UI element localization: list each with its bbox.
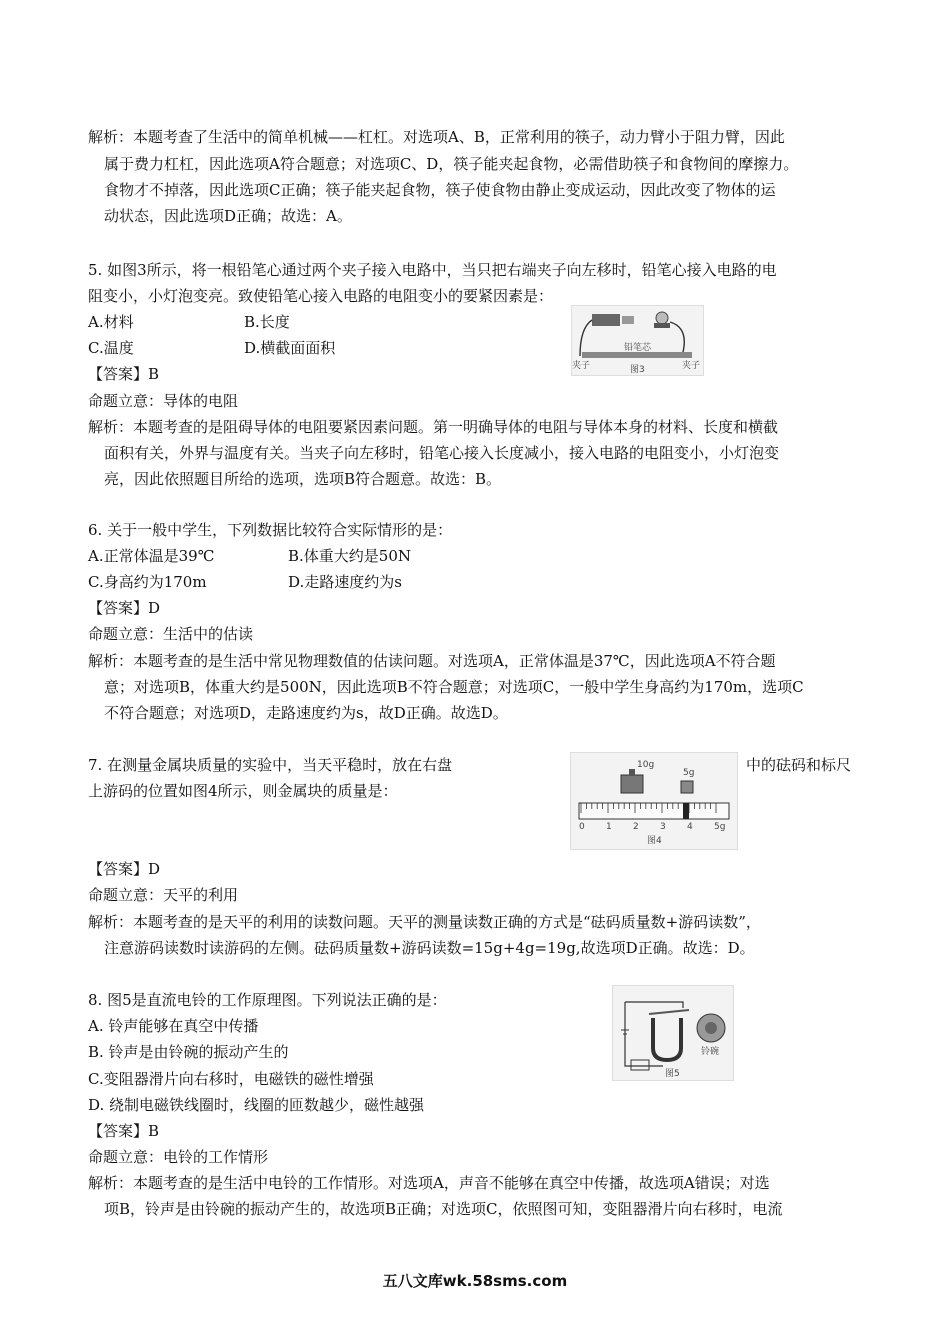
- q4-analysis-line-1: 解析：本题考查了生活中的简单机械——杠杠。对选项A、B，正常利用的筷子，动力臂小于阻力臂，因此: [88, 128, 785, 146]
- q6-option-d: D.走路速度约为s: [288, 573, 402, 591]
- q8-analysis-line-1: 解析：本题考查的是生活中电铃的工作情形。对选项A，声音不能够在真空中传播，故选项A错误；对选: [88, 1174, 770, 1192]
- q7-intent: 命题立意：天平的利用: [88, 886, 239, 904]
- q8-option-a: A. 铃声能够在真空中传播: [88, 1017, 259, 1035]
- electromagnet-icon: [653, 1018, 681, 1060]
- q4-analysis-line-2: 属于费力杠杠，因此选项A符合题意；对选项C、D，筷子能夹起食物，必需借助筷子和食物间的摩擦力。: [104, 155, 799, 173]
- q7-stem-part-2: 中的砝码和标尺: [746, 756, 852, 774]
- q8-analysis-line-2: 项B，铃声是由铃碗的振动产生的，故选项B正确；对选项C，依照图可知，变阻器滑片向右移时，电流: [104, 1200, 783, 1218]
- q8-option-d: D. 绕制电磁铁线圈时，线圈的匝数越少，磁性越强: [88, 1096, 425, 1114]
- rider-marker: [683, 803, 689, 819]
- q8-option-c: C.变阻器滑片向右移时，电磁铁的磁性增强: [88, 1070, 374, 1088]
- figure-5-electric-bell: [612, 985, 734, 1081]
- fig4-caption: 图4: [647, 836, 662, 846]
- q4-analysis-line-4: 动状态，因此选项D正确；故选：A。: [104, 207, 352, 225]
- q7-stem-line-2: 上游码的位置如图4所示，则金属块的质量是：: [88, 782, 398, 800]
- q5-analysis-line-2: 面积有关，外界与温度有关。当夹子向左移时，铅笔心接入长度减小，接入电路的电阻变小，小灯泡变: [104, 444, 780, 462]
- q5-analysis-line-1: 解析：本题考查的是阻碍导体的电阻要紧因素问题。第一明确导体的电阻与导体本身的材料、长度和横截: [88, 418, 779, 436]
- q5-option-b: B.长度: [244, 313, 290, 331]
- battery-icon: [592, 314, 620, 326]
- q7-stem-part-1: 7. 在测量金属块质量的实验中，当天平稳时，放在右盘: [88, 756, 453, 774]
- q5-analysis-line-3: 亮，因此依照题目所给的选项，选项B符合题意。故选：B。: [104, 470, 502, 488]
- weight-10g-icon: [621, 775, 643, 793]
- q5-option-c: C.温度: [88, 339, 134, 357]
- fig4-tick-0: 0: [579, 822, 585, 832]
- q5-option-a: A.材料: [88, 313, 134, 331]
- fig5-caption: 图5: [665, 1069, 680, 1079]
- bulb-icon: [656, 312, 668, 324]
- fig4-weight1-label: 10g: [637, 760, 655, 770]
- q5-stem-line-1: 5. 如图3所示，将一根铅笔心通过两个夹子接入电路中，当只把右端夹子向左移时，铅笔心接入电路的电: [88, 261, 777, 279]
- weight-5g-icon: [681, 781, 693, 793]
- q7-analysis-line-2: 注意游码读数时读游码的左侧。砝码质量数+游码读数=15g+4g=19g,故选项D正确。故选：D。: [104, 939, 755, 957]
- beam-scale: [579, 803, 729, 819]
- fig4-tick-5: 5g: [714, 822, 726, 832]
- q6-analysis-line-2: 意；对选项B，体重大约是500N，因此选项B不符合题意；对选项C，一般中学生身高约为170m，选项C: [104, 678, 804, 696]
- q6-option-a: A.正常体温是39℃: [88, 547, 215, 565]
- q5-stem-line-2: 阻变小，小灯泡变亮。致使铅笔心接入电路的电阻变小的要紧因素是：: [88, 287, 554, 305]
- q8-intent: 命题立意：电铃的工作情形: [88, 1148, 269, 1166]
- fig4-tick-2: 2: [633, 822, 639, 832]
- fig5-bell-label: 铃碗: [701, 1047, 720, 1057]
- q5-answer: 【答案】B: [88, 365, 160, 383]
- q6-analysis-line-3: 不符合题意；对选项D，走路速度约为s，故D正确。故选D。: [104, 704, 508, 722]
- fig4-tick-3: 3: [660, 822, 666, 832]
- q4-analysis-line-3: 食物才不掉落，因此选项C正确；筷子能夹起食物，筷子使食物由静止变成运动，因此改变了物体的运: [104, 181, 776, 199]
- figure-3-pencil-circuit: [571, 305, 704, 376]
- q8-answer: 【答案】B: [88, 1122, 160, 1140]
- q7-analysis-line-1: 解析：本题考查的是天平的利用的读数问题。天平的测量读数正确的方式是“砝码质量数+游码读数”，: [88, 913, 761, 931]
- q6-option-b: B.体重大约是50N: [288, 547, 412, 565]
- fig3-left-clip-label: 夹子: [572, 361, 591, 371]
- fig4-weight2-label: 5g: [683, 768, 695, 778]
- page-footer: 五八文库wk.58sms.com: [382, 1272, 568, 1290]
- figure-4-balance-scale: [570, 752, 738, 850]
- switch-icon: [622, 316, 634, 324]
- q7-answer: 【答案】D: [88, 860, 161, 878]
- q6-option-c: C.身高约为170m: [88, 573, 207, 591]
- fig3-right-clip-label: 夹子: [682, 361, 701, 371]
- q6-intent: 命题立意：生活中的估读: [88, 625, 254, 643]
- fig4-tick-1: 1: [606, 822, 612, 832]
- fig3-caption: 图3: [630, 365, 645, 375]
- q6-analysis-line-1: 解析：本题考查的是生活中常见物理数值的估读问题。对选项A，正常体温是37℃，因此选项A不符合题: [88, 652, 776, 670]
- q5-option-d: D.横截面面积: [244, 339, 336, 357]
- rheostat-icon: [631, 1060, 649, 1070]
- q5-intent: 命题立意：导体的电阻: [88, 392, 239, 410]
- q8-stem: 8. 图5是直流电铃的工作原理图。下列说法正确的是：: [88, 991, 447, 1009]
- q6-answer: 【答案】D: [88, 599, 161, 617]
- q8-option-b: B. 铃声是由铃碗的振动产生的: [88, 1043, 289, 1061]
- q6-stem: 6. 关于一般中学生，下列数据比较符合实际情形的是：: [88, 521, 453, 539]
- fig3-pencil-label: 铅笔芯: [624, 343, 652, 353]
- fig4-tick-4: 4: [687, 822, 693, 832]
